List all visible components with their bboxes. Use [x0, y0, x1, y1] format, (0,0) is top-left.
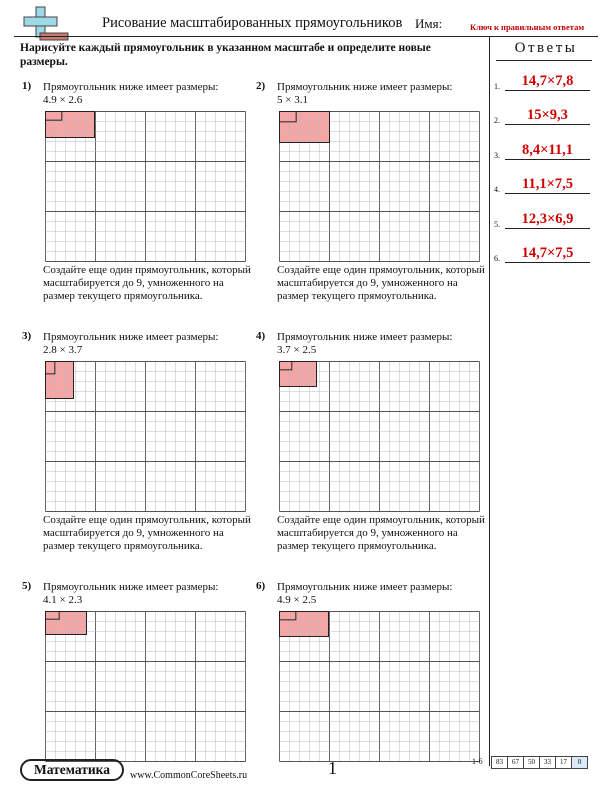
answer-column-divider — [489, 36, 490, 766]
problem-dimensions: 4.9 × 2.5 — [277, 594, 317, 606]
answer-number: 4. — [494, 185, 500, 194]
site-url[interactable]: www.CommonCoreSheets.ru — [130, 770, 248, 781]
original-rectangle — [280, 112, 297, 122]
answer-row — [494, 108, 598, 128]
problem-prompt: Прямоугольник ниже имеет размеры: — [43, 81, 219, 93]
answer-row — [494, 246, 598, 266]
score-cell: 67 — [507, 756, 524, 769]
problem-prompt: Прямоугольник ниже имеет размеры: — [277, 81, 453, 93]
original-rectangle — [46, 112, 62, 121]
problem-number: 4) — [256, 330, 266, 342]
header-divider — [14, 36, 598, 37]
scale-grid[interactable] — [45, 111, 246, 262]
page-number: 1 — [328, 758, 337, 778]
problem-text — [43, 581, 218, 607]
answer-value[interactable]: 14,7×7,5 — [505, 245, 590, 263]
answer-value[interactable]: 12,3×6,9 — [505, 211, 590, 229]
answers-title: Ответы — [514, 40, 578, 56]
problem-number: 2) — [256, 80, 266, 92]
score-cell: 83 — [491, 756, 508, 769]
problem-dimensions: 2.8 × 3.7 — [43, 344, 83, 356]
answer-row — [494, 212, 598, 232]
original-rectangle — [46, 362, 55, 374]
problem-dimensions: 3.7 × 2.5 — [277, 344, 317, 356]
problem-range: 1-6 — [472, 757, 483, 766]
scale-grid[interactable] — [279, 361, 480, 512]
scale-grid[interactable] — [45, 611, 246, 762]
create-instruction: Создайте еще один прямоугольник, который масштабируется до 9, умноженного на размер текущего прямоугольника. — [277, 514, 485, 552]
instructions: Нарисуйте каждый прямоугольник в указанном масштабе и определите новые размеры. — [20, 42, 431, 68]
score-cell: 17 — [555, 756, 572, 769]
answer-key-label: Ключ к правильным ответам — [470, 22, 585, 32]
problem-number: 5) — [22, 580, 32, 592]
problem-prompt: Прямоугольник ниже имеет размеры: — [43, 581, 219, 593]
problem-dimensions: 4.9 × 2.6 — [43, 94, 83, 106]
answer-value[interactable]: 8,4×11,1 — [505, 142, 590, 160]
original-rectangle — [280, 612, 296, 620]
problem-number: 6) — [256, 580, 266, 592]
page-title: Рисование масштабированных прямоугольников — [102, 15, 403, 31]
answer-row — [494, 177, 598, 197]
problem-prompt: Прямоугольник ниже имеет размеры: — [277, 331, 453, 343]
problem-dimensions: 4.1 × 2.3 — [43, 594, 83, 606]
scale-grid[interactable] — [45, 361, 246, 512]
create-instruction: Создайте еще один прямоугольник, который масштабируется до 9, умноженного на размер текущего прямоугольника. — [277, 264, 485, 302]
original-rectangle — [46, 612, 60, 620]
answer-row — [494, 143, 598, 163]
answer-value[interactable]: 15×9,3 — [505, 107, 590, 125]
create-instruction: Создайте еще один прямоугольник, который масштабируется до 9, умноженного на размер текущего прямоугольника. — [43, 264, 251, 302]
answer-number: 3. — [494, 151, 500, 160]
name-label: Имя: — [415, 16, 443, 31]
original-rectangle — [280, 362, 292, 370]
scale-grid[interactable] — [279, 111, 480, 262]
answer-number: 1. — [494, 82, 500, 91]
create-instruction: Создайте еще один прямоугольник, который масштабируется до 9, умноженного на размер текущего прямоугольника. — [43, 514, 251, 552]
answer-value[interactable]: 14,7×7,8 — [505, 73, 590, 91]
answer-row — [494, 74, 598, 94]
problem-text — [43, 81, 218, 107]
problem-dimensions: 5 × 3.1 — [277, 94, 308, 106]
answers-title-underline — [496, 60, 592, 61]
answer-number: 6. — [494, 254, 500, 263]
problem-prompt: Прямоугольник ниже имеет размеры: — [277, 581, 453, 593]
problem-text — [277, 581, 452, 607]
score-cell: 33 — [539, 756, 556, 769]
scale-grid[interactable] — [279, 611, 480, 762]
problem-text — [43, 331, 218, 357]
problem-text — [277, 81, 452, 107]
answer-number: 5. — [494, 220, 500, 229]
problem-prompt: Прямоугольник ниже имеет размеры: — [43, 331, 219, 343]
problem-number: 1) — [22, 80, 32, 92]
answer-value[interactable]: 11,1×7,5 — [505, 176, 590, 194]
problem-text — [277, 331, 452, 357]
score-cell: 0 — [571, 756, 588, 769]
score-cell: 50 — [523, 756, 540, 769]
score-table — [492, 756, 588, 767]
subject-badge: Математика — [20, 759, 124, 781]
answer-number: 2. — [494, 116, 500, 125]
problem-number: 3) — [22, 330, 32, 342]
